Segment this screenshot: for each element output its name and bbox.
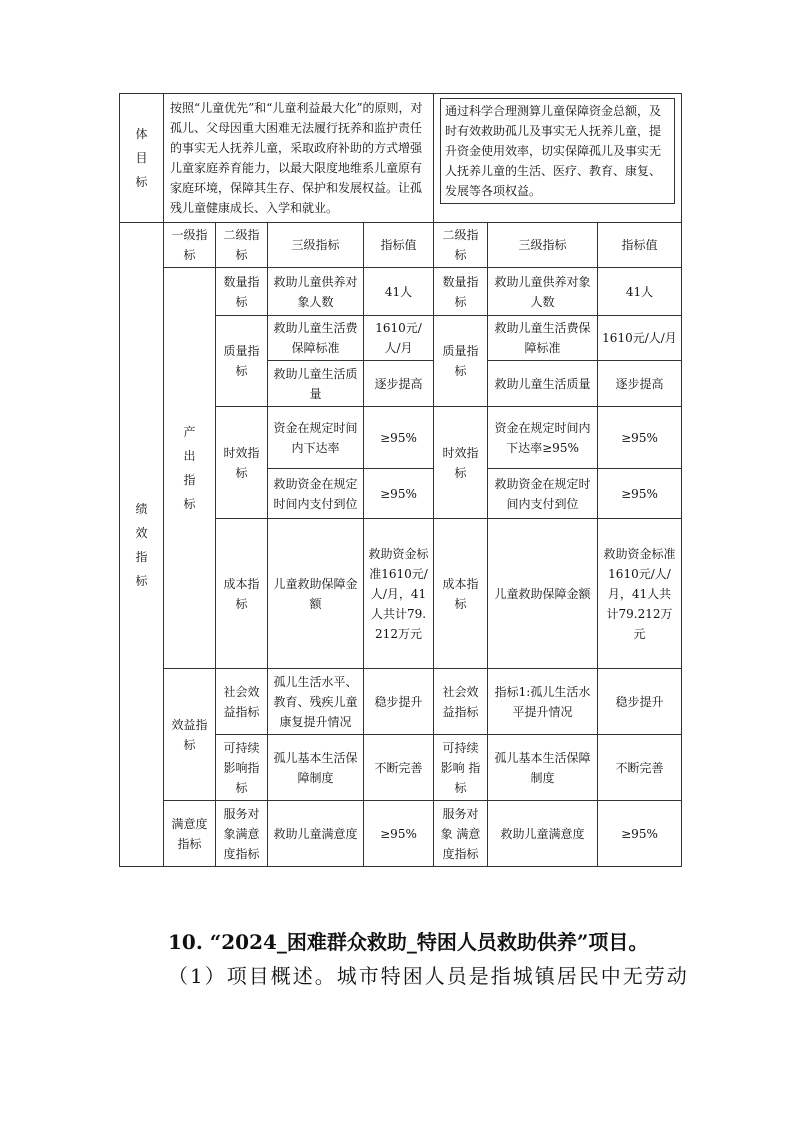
cell-l3b: 救助儿童供养对象人数 (488, 268, 598, 316)
cell-value: ≥95% (364, 407, 434, 469)
goal-row (120, 94, 682, 223)
cell-l2b: 社会效 益指标 (434, 669, 488, 735)
cell-l3b: 救助儿童满意度 (488, 801, 598, 867)
header-level1: 一级指标 (164, 223, 216, 268)
cell-l2: 数量指标 (216, 268, 268, 316)
header-level2: 二级指标 (216, 223, 268, 268)
cell-valueb: 稳步提升 (598, 669, 682, 735)
group-benefit: 效益指标 (164, 669, 216, 801)
cell-value: ≥95% (364, 801, 434, 867)
cell-l3b: 救助资金在规定时间内支付到位 (488, 469, 598, 519)
goal-right-text: 通过科学合理测算儿童保障资金总额，及时有效救助孤儿及事实无人抚养儿童，提升资金使用效率，切实保障孤儿及事实无人抚养儿童的生活、医疗、教育、康复、发展等各项权益。 (434, 94, 682, 223)
cell-l2: 社会效益指标 (216, 669, 268, 735)
cell-value: 不断完善 (364, 735, 434, 801)
cell-l3: 救助儿童生活费保障标准 (268, 316, 364, 361)
performance-table (119, 93, 682, 867)
cell-l2b: 成本指标 (434, 519, 488, 669)
cell-valueb: 逐步提高 (598, 361, 682, 407)
cell-value: 1610元/人/月 (364, 316, 434, 361)
group-satisfaction: 满意度指标 (164, 801, 216, 867)
cell-l3b: 孤儿基本生活保障制度 (488, 735, 598, 801)
cell-l3: 救助儿童供养对象人数 (268, 268, 364, 316)
cell-valueb: 救助资金标准1610元/人/月，41人共计79.212万元 (598, 519, 682, 669)
cell-l3b: 救助儿童生活质量 (488, 361, 598, 407)
cell-l3b: 救助儿童生活费保障标准 (488, 316, 598, 361)
cell-valueb: ≥95% (598, 469, 682, 519)
cell-l3: 救助儿童满意度 (268, 801, 364, 867)
cell-valueb: 1610元/人/月 (598, 316, 682, 361)
cell-l3: 儿童救助保障金额 (268, 519, 364, 669)
group-output: 产出指标 (164, 268, 216, 669)
cell-l2: 质量指标 (216, 316, 268, 407)
table-row (120, 669, 682, 735)
perf-label: 绩效指标 (120, 223, 164, 867)
section-paragraph: （1）项目概述。城市特困人员是指城镇居民中无劳动 (168, 964, 689, 988)
cell-value: ≥95% (364, 469, 434, 519)
cell-l3: 孤儿基本生活保障制度 (268, 735, 364, 801)
header-value: 指标值 (364, 223, 434, 268)
cell-l3b: 资金在规定时间内下达率≥95% (488, 407, 598, 469)
cell-l2b: 质量指标 (434, 316, 488, 407)
cell-l3b: 儿童救助保障金额 (488, 519, 598, 669)
cell-valueb: 41人 (598, 268, 682, 316)
header-level3: 三级指标 (268, 223, 364, 268)
cell-l3b: 指标1:孤儿生活水平提升情况 (488, 669, 598, 735)
cell-l3: 救助儿童生活质量 (268, 361, 364, 407)
cell-l3: 孤儿生活水平、教育、残疾儿童康复提升情况 (268, 669, 364, 735)
cell-valueb: 不断完善 (598, 735, 682, 801)
cell-l2b: 时效指标 (434, 407, 488, 519)
goal-left-text: 按照“儿童优先”和“儿童利益最大化”的原则，对孤儿、父母因重大困难无法履行抚养和监护责任的事实无人抚养儿童，采取政府补助的方式增强儿童家庭养育能力，以最大限度地维系儿童原有家庭环境，保障其生存、保护和发展权益。让孤残儿童健康成长、入学和就业。 (164, 94, 434, 223)
cell-l2: 时效指标 (216, 407, 268, 519)
cell-value: 41人 (364, 268, 434, 316)
goal-label: 体目标 (120, 94, 164, 223)
table-row (120, 801, 682, 867)
cell-valueb: ≥95% (598, 801, 682, 867)
cell-value: 逐步提高 (364, 361, 434, 407)
cell-l2b: 服务对象 满意度指标 (434, 801, 488, 867)
cell-l2b: 数量指标 (434, 268, 488, 316)
cell-l2: 成本指标 (216, 519, 268, 669)
header-level3b: 三级指标 (488, 223, 598, 268)
cell-l2b: 可持续影响 指标 (434, 735, 488, 801)
header-valueb: 指标值 (598, 223, 682, 268)
cell-l3: 救助资金在规定时间内支付到位 (268, 469, 364, 519)
header-row (120, 223, 682, 268)
cell-l2: 可持续影响指标 (216, 735, 268, 801)
cell-l2: 服务对象满意度指标 (216, 801, 268, 867)
cell-value: 救助资金标准1610元/人/月，41人共计79.212万元 (364, 519, 434, 669)
cell-l3: 资金在规定时间内下达率 (268, 407, 364, 469)
section-heading: 10. “2024_困难群众救助_特困人员救助供养”项目。 (168, 930, 649, 954)
cell-valueb: ≥95% (598, 407, 682, 469)
cell-value: 稳步提升 (364, 669, 434, 735)
table-row (120, 268, 682, 316)
header-level2b: 二级指标 (434, 223, 488, 268)
